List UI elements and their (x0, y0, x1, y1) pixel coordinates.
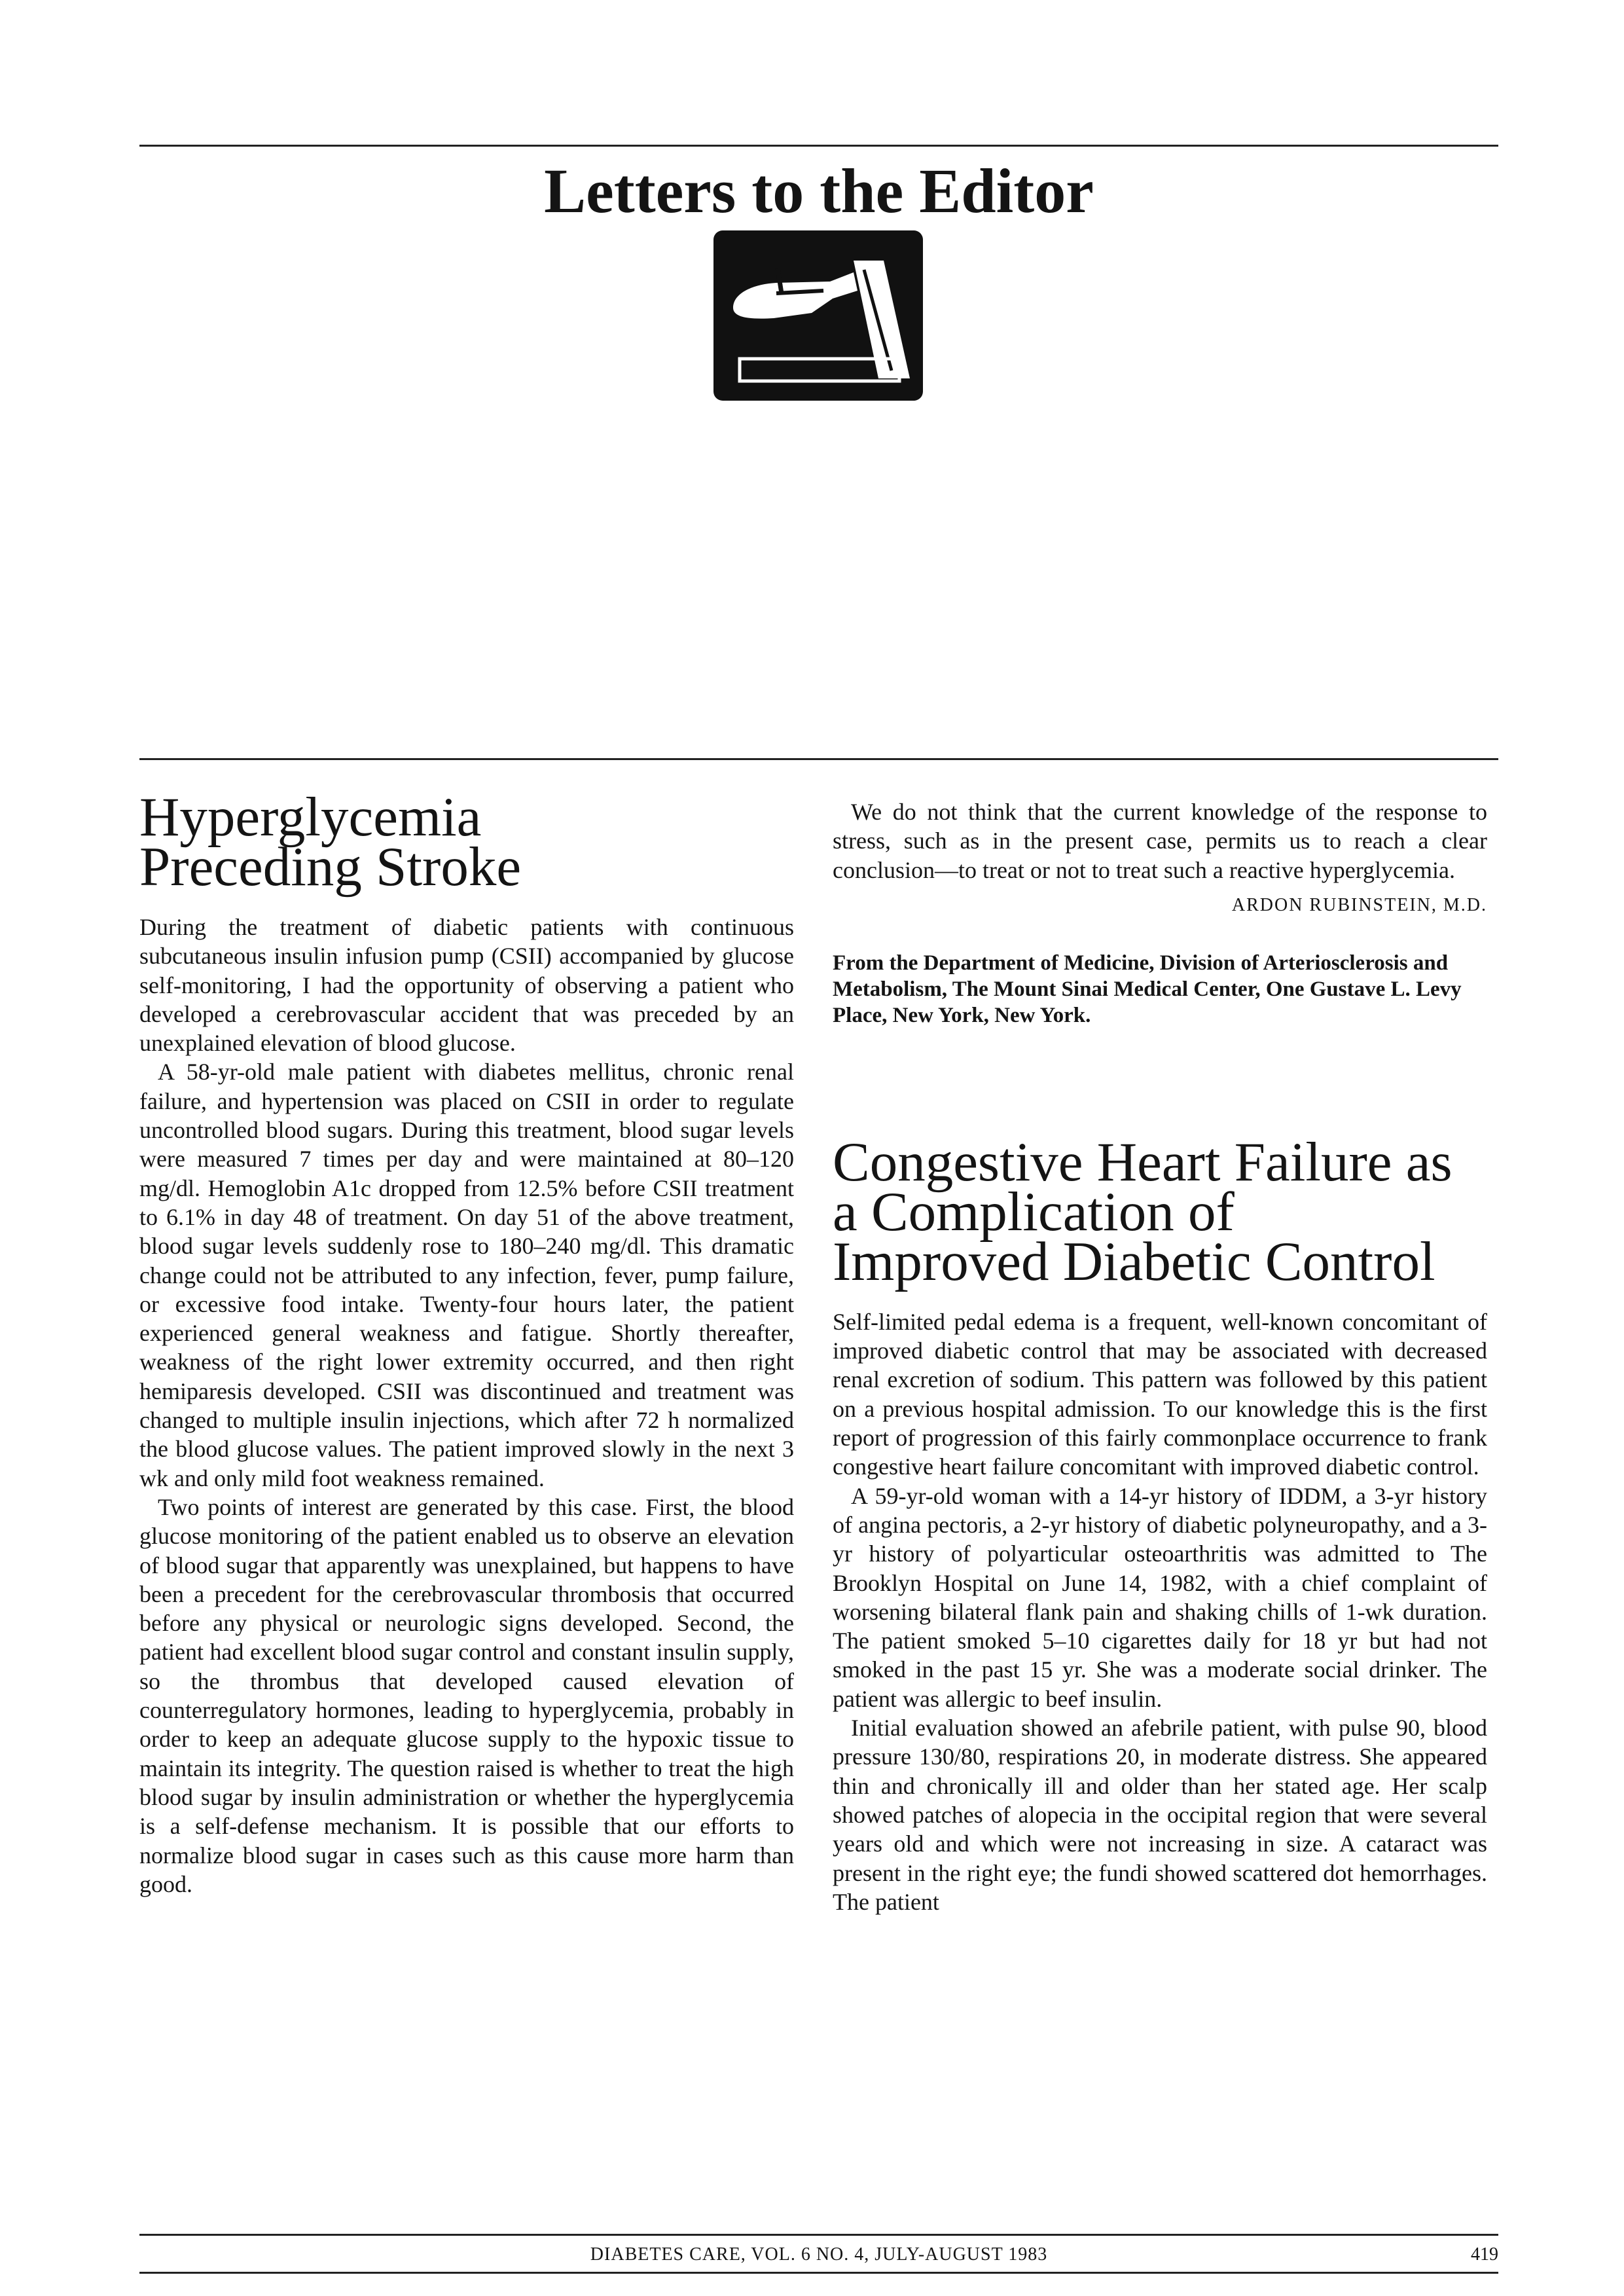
footer-bottom-rule (139, 2272, 1498, 2274)
article-paragraph: A 58-yr-old male patient with diabetes mellitus, chronic renal failure, and hypertension was placed on CSII in order to regulate uncontrolled blood sugars. During this treatment, blood sugar levels were measured 7 times per day and were maintained at 80–120 mg/dl. Hemoglobin A1c dropped from 12.5% before CSII treatment to 6.1% in day 48 of treatment. On day 51 of the above treatment, blood sugar levels suddenly rose to 180–240 mg/dl. This dramatic change could not be attributed to any infection, fever, pump failure, or excessive food intake. Twenty-four hours later, the patient experienced general weakness and fatigue. Shortly thereafter, weakness of the right lower extremity occurred, and then right hemiparesis developed. CSII was discontinued and treatment was changed to multiple insulin injections, which after 72 h normalized the blood glucose values. The patient improved slowly in the next 3 wk and only mild foot weakness remained. (139, 1059, 794, 1491)
article-title: Congestive Heart Failure as a Complication of Improved Diabetic Control (833, 1131, 1453, 1292)
article-paragraph: Initial evaluation showed an afebrile patient, with pulse 90, blood pressure 130/80, respirations 20, in moderate distress. She appeared thin and chronically ill and older than her stated age. Her scalp showed patches of alopecia in the occipital region that were several years old and which were not increasing in size. A cataract was present in the right eye; the fundi showed scattered dot hemorrhages. The patient (833, 1715, 1487, 1915)
author-signature: ARDON RUBINSTEIN, M.D. (1231, 894, 1487, 915)
article-paragraph: Self-limited pedal edema is a frequent, well-known concomitant of improved diabetic control that may be associated with decreased renal excretion of sodium. This pattern was followed by this patient on a previous hospital admission. To our knowledge this is the first report of progression of this fairly commonplace occurrence to frank congestive heart failure concomitant with improved diabetic control. (833, 1308, 1487, 1480)
top-rule (139, 145, 1498, 147)
article-paragraph: During the treatment of diabetic patients with continuous subcutaneous insulin infusion pump (CSII) accompanied by glucose self-monitoring, I had the opportunity of observing a patient who developed a cerebrovascular accident that was preceded by an unexplained elevation of blood glucose. (139, 914, 794, 1057)
page-footer (139, 2244, 1498, 2270)
journal-citation: DIABETES CARE, VOL. 6 NO. 4, JULY-AUGUST 1983 (590, 2244, 1048, 2265)
article-title: Hyperglycemia Preceding Stroke (139, 786, 522, 898)
article-congestive-heart-failure (833, 1131, 1487, 1916)
article-paragraph: A 59-yr-old woman with a 14-yr history of IDDM, a 3-yr history of angina pectoris, a 2-yr history of diabetic polyneuropathy, and a 3-yr history of polyarticular osteoarthritis was admitted to The Brooklyn Hospital on June 14, 1982, with a chief complaint of worsening bilateral flank pain and shaking chills of 1-wk duration. The patient smoked 5–10 cigarettes daily for 18 yr but had not smoked in the past 15 yr. She was a moderate social drinker. The patient was allergic to beef insulin. (833, 1482, 1487, 1712)
author-affiliation: From the Department of Medicine, Division of Arteriosclerosis and Metabolism, The Mount Sinai Medical Center, One Gustave L. Levy Place, New York, New York. (833, 951, 1462, 1027)
right-column (833, 797, 1487, 1916)
footer-top-rule (139, 2234, 1498, 2236)
page-number: 419 (1471, 2244, 1498, 2265)
letter-writing-hand-icon (713, 230, 923, 401)
section-title: Letters to the Editor (544, 156, 1094, 226)
header-bottom-rule (139, 758, 1498, 760)
article-paragraph: We do not think that the current knowledge of the response to stress, such as in the present case, permits us to reach a clear conclusion—to treat or not to treat such a reactive hyperglycemia. (833, 799, 1487, 883)
article-paragraph: Two points of interest are generated by this case. First, the blood glucose monitoring of the patient enabled us to observe an elevation of blood sugar that apparently was unexplained, but happens to have been a precedent for the cerebrovascular thrombosis that occurred before any physical or neurologic signs developed. Second, the patient had excellent blood sugar control and constant insulin supply, so the thrombus that developed caused elevation of counterregulatory hormones, leading to hyperglycemia, probably in order to keep an adequate glucose supply to the hypoxic tissue to maintain its integrity. The question raised is whether to treat the high blood sugar by insulin administration or whether the hyperglycemia is a self-defense mechanism. It is possible that our efforts to normalize blood sugar in cases such as this cause more harm than good. (139, 1493, 794, 1897)
left-column (139, 786, 794, 1899)
